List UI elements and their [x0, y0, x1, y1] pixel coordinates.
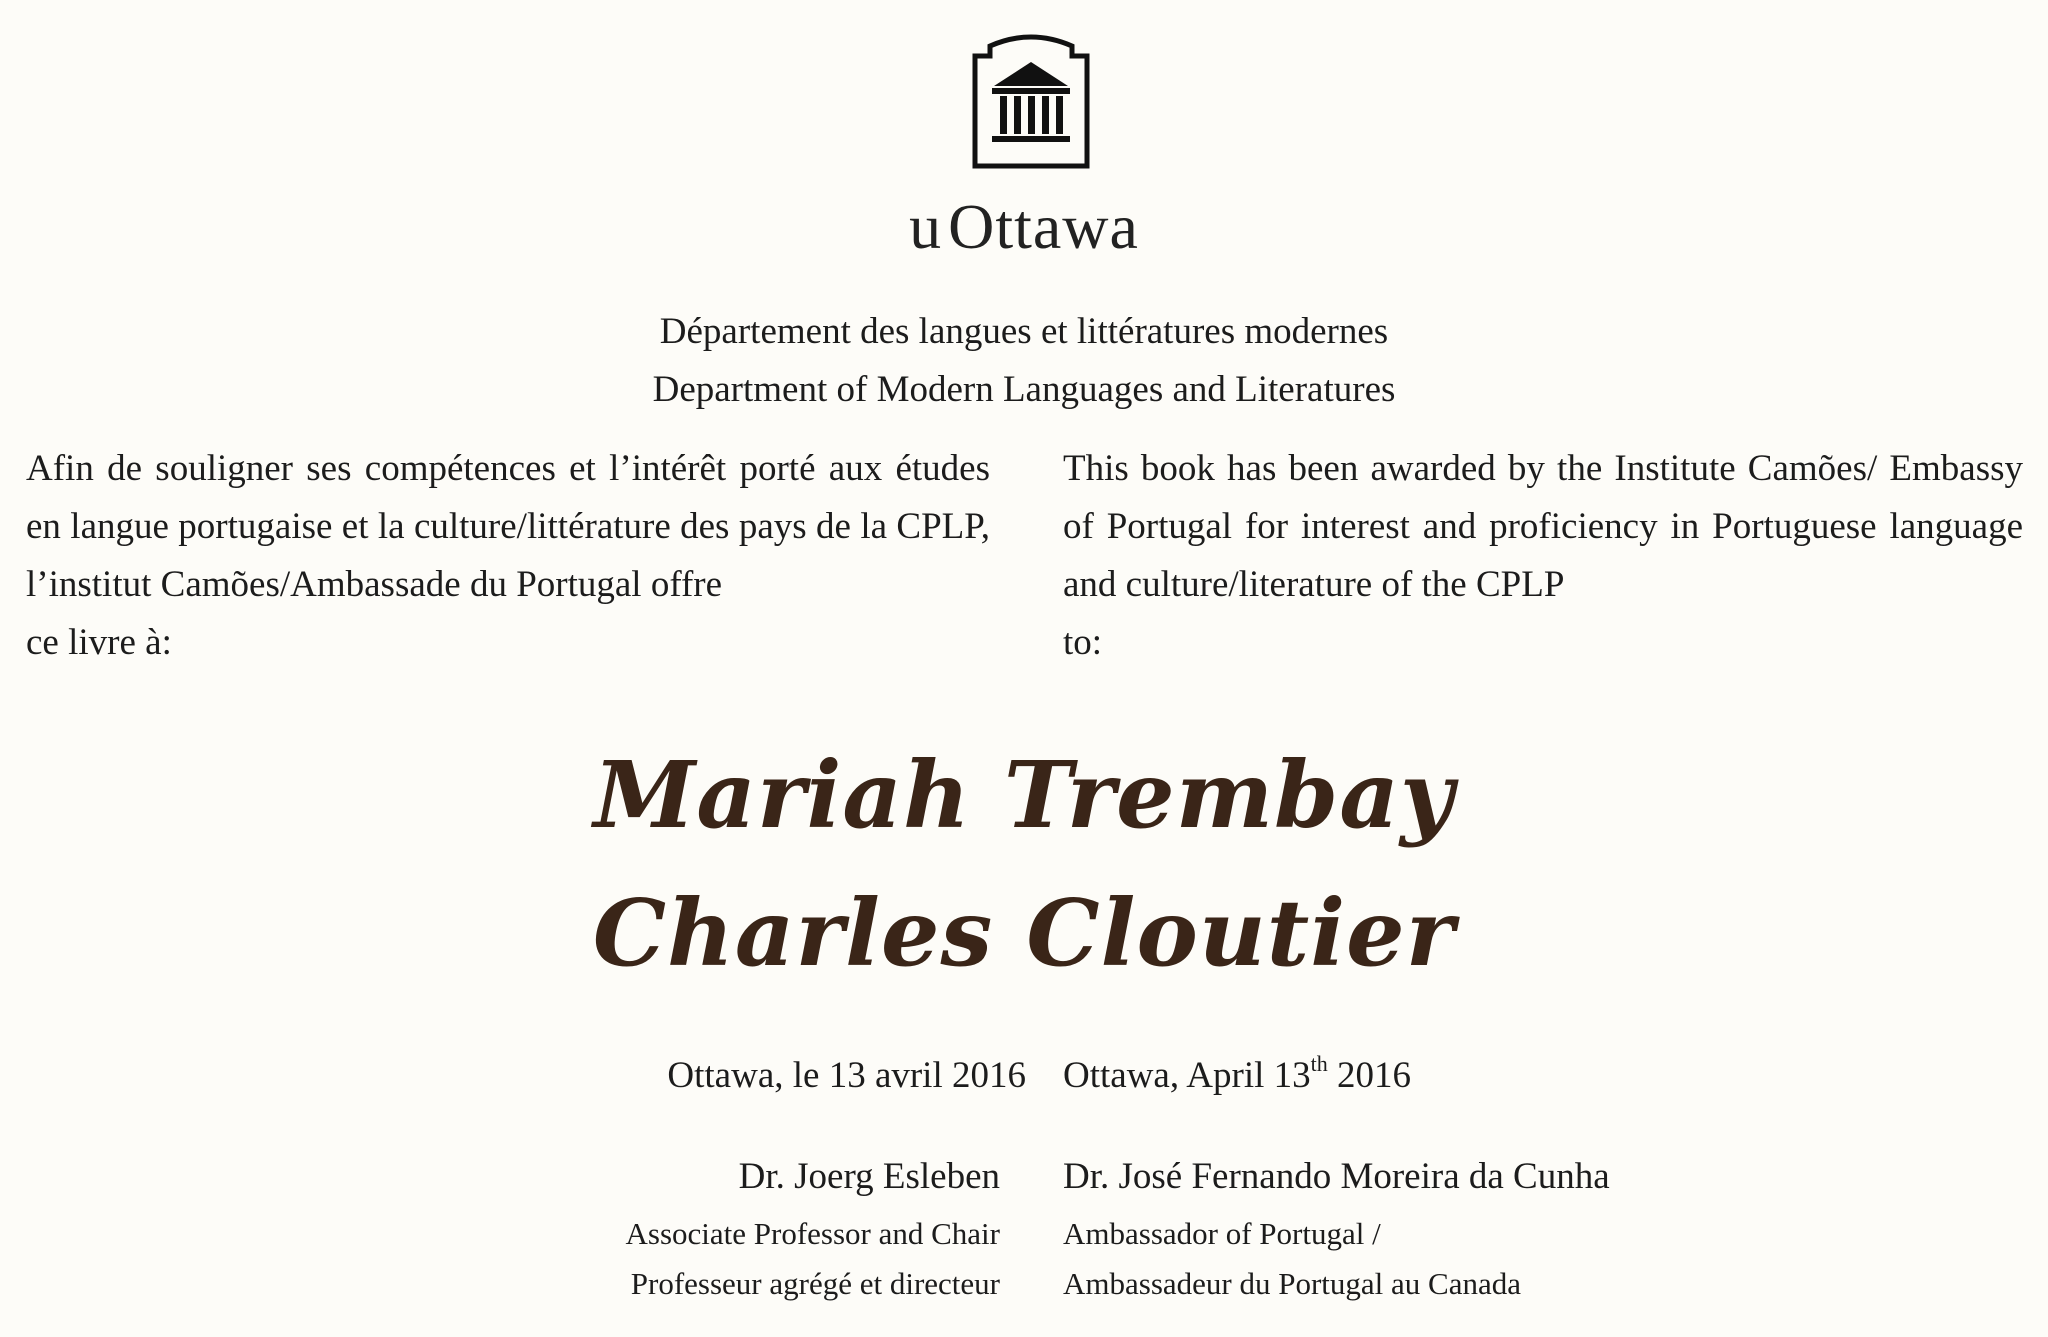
- university-pediment-icon: [970, 34, 1092, 170]
- award-text-fr-tail: ce livre à:: [26, 622, 172, 663]
- award-text-en-tail: to:: [1063, 622, 1103, 663]
- award-text-en: [1063, 440, 2023, 672]
- date-en-year: 2016: [1327, 1055, 1412, 1096]
- recipient-name: Mariah Trembay: [593, 741, 1455, 849]
- signatory-right-role: Ambassadeur du Portugal au Canada: [1063, 1266, 1521, 1301]
- date-fr: Ottawa, le 13 avril 2016: [667, 1055, 1026, 1096]
- department-name-fr: Département des langues et littératures modernes: [659, 311, 1389, 352]
- date-en-ordinal: th: [1310, 1051, 1328, 1076]
- award-text-en-body: This book has been awarded by the Institute Camões/ Embassy of Portugal for interest and proficiency in Portuguese language and culture/literature of the CPLP: [1063, 448, 2023, 605]
- signatory-left-role: Associate Professor and Chair: [625, 1216, 1000, 1251]
- signatory-right-name: Dr. José Fernando Moreira da Cunha: [1063, 1156, 1610, 1197]
- university-wordmark: [0, 190, 2048, 264]
- recipient-name: Charles Cloutier: [592, 879, 1456, 987]
- date-en-prefix: Ottawa, April 13: [1063, 1055, 1311, 1096]
- award-text-fr-body: Afin de souligner ses compétences et l’intérêt porté aux études en langue portugaise et la culture/littérature des pays de la CPLP, l’institut Camões/Ambassade du Portugal offre: [26, 448, 990, 605]
- signatory-right-role: Ambassador of Portugal /: [1063, 1216, 1381, 1251]
- wordmark-u: u: [909, 191, 943, 262]
- signatory-left-name: Dr. Joerg Esleben: [738, 1156, 1000, 1197]
- department-name-en: Department of Modern Languages and Literatures: [652, 369, 1396, 410]
- signatory-left-role: Professeur agrégé et directeur: [630, 1266, 1000, 1301]
- wordmark-ottawa: Ottawa: [948, 191, 1139, 262]
- award-text-fr: [26, 440, 990, 672]
- date-en: [1063, 1051, 1412, 1097]
